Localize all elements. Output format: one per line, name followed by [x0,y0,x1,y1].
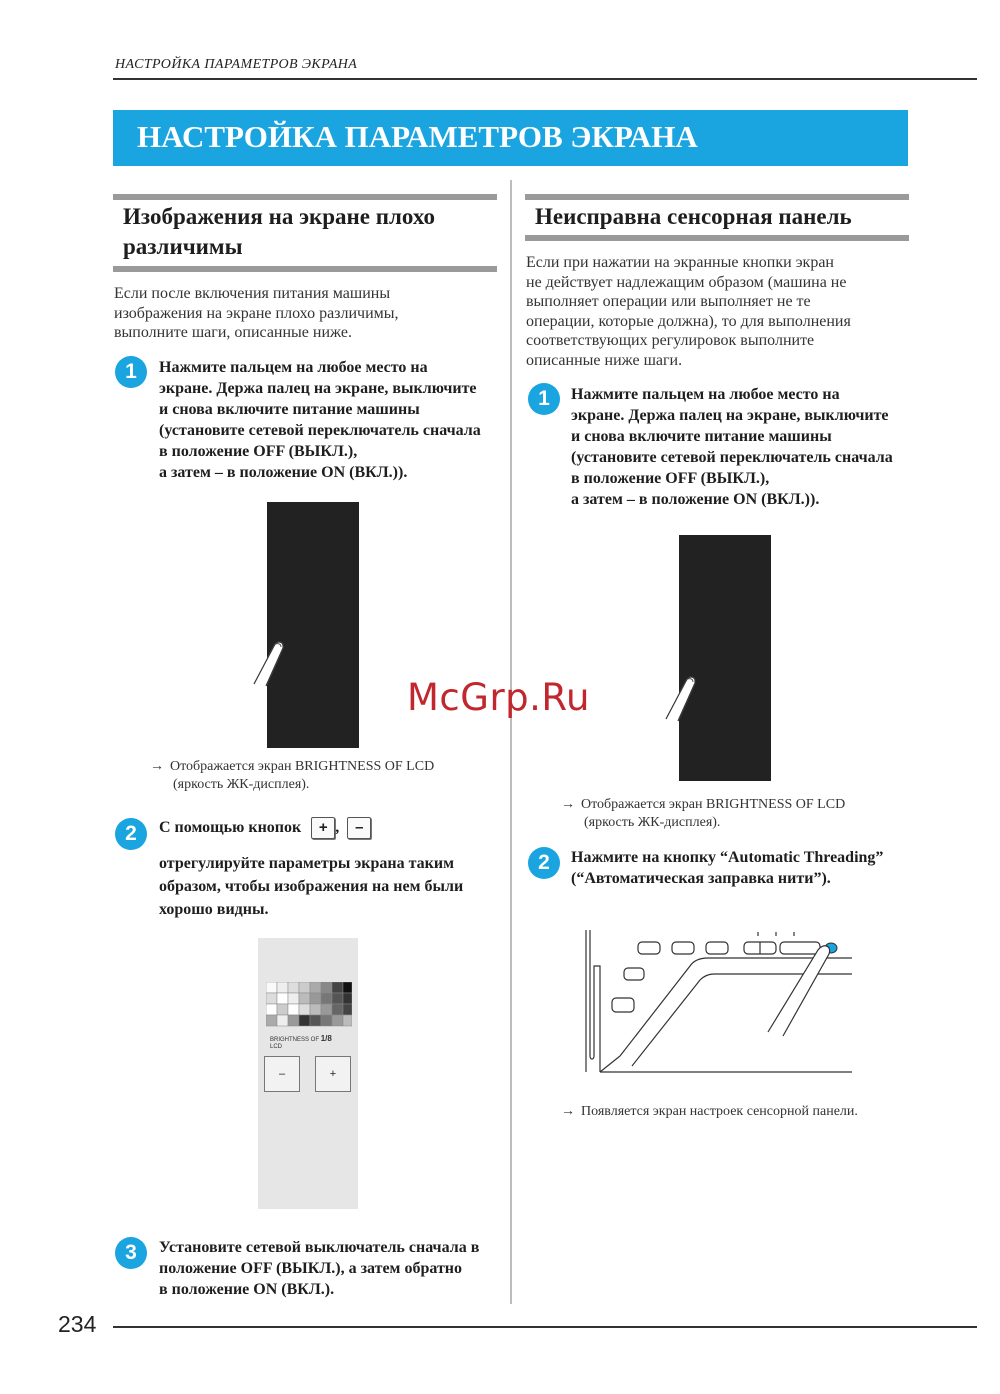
finger-icon [250,632,290,692]
right-step1-text [571,384,911,510]
lcd-label-text: LCD [270,1044,283,1050]
right-result2 [561,1103,906,1121]
header-rule [113,78,977,80]
step-line: в положение OFF (ВЫКЛ.), [571,470,770,487]
lcd-label-text: BRIGHTNESS OF [270,1037,320,1043]
lcd-plus-button[interactable]: + [315,1056,351,1092]
step-line: экране. Держа палец на экране, выключите [571,407,889,424]
step-line: и снова включите питание машины [159,401,420,418]
left-step3-text [159,1237,504,1300]
result-line: (яркость ЖК-дисплея). [584,815,721,830]
arrow-icon: → [561,1104,575,1119]
right-intro [526,253,911,370]
right-result1 [561,796,906,832]
chapter-title: НАСТРОЙКА ПАРАМЕТРОВ ЭКРАНА [137,119,698,154]
step-line: а затем – в положение ON (ВКЛ.)). [159,464,408,481]
step-number-badge: 3 [115,1237,147,1269]
step-line: а затем – в положение ON (ВКЛ.)). [571,491,820,508]
left-step1-text [159,357,499,483]
intro-line: операции, которые должна), то для выполнения [526,312,851,330]
lcd-brightness-value: 1/8 [320,1034,332,1043]
intro-line: описанные ниже шаги. [526,351,683,369]
step-line: (“Автоматическая заправка нити”). [571,870,831,887]
arrow-icon: → [150,759,164,774]
intro-line: соответствующих регулировок выполните [526,332,815,349]
step-line: С помощью кнопок [159,819,302,836]
step-line: Установите сетевой выключатель сначала в [159,1239,480,1256]
brightness-lcd-screen [258,938,358,1209]
step-number-badge: 2 [528,847,560,879]
step-line: Нажмите на кнопку “Automatic Threading” [571,849,884,866]
step-line: отрегулируйте параметры экрана таким [159,855,454,872]
intro-line: Если после включения питания машины [114,285,391,302]
running-header: НАСТРОЙКА ПАРАМЕТРОВ ЭКРАНА [115,57,358,72]
step-number-badge: 1 [528,383,560,415]
lcd-minus-button[interactable]: – [264,1056,300,1092]
left-step2-text [159,817,499,921]
left-result1 [150,758,500,794]
step-line: Нажмите пальцем на любое место на [159,359,428,376]
intro-line: Если при нажатии на экранные кнопки экран [526,254,834,271]
step-line: в положение OFF (ВЫКЛ.), [159,443,358,460]
step-line: (установите сетевой переключатель сначала [159,422,481,439]
intro-line: выполняет операции или выполняет не те [526,293,811,310]
step-line: (установите сетевой переключатель сначала [571,449,893,466]
step-line: Нажмите пальцем на любое место на [571,386,840,403]
section-bar-bottom [525,235,909,241]
step-number-badge: 2 [115,818,147,850]
section-bar-top [113,194,497,200]
section-bar-bottom [113,266,497,272]
step-line: образом, чтобы изображения на нем были [159,878,464,895]
chapter-banner [113,110,908,166]
left-title-line: Изображения на экране плохо [123,204,435,229]
section-bar-top [525,194,909,200]
step-number-badge: 1 [115,356,147,388]
intro-line: выполните шаги, описанные ниже. [114,324,352,341]
comma: , [335,819,340,836]
minus-key-icon: – [347,817,371,839]
lcd-screen-illustration [679,535,771,781]
result-line: (яркость ЖК-дисплея). [173,777,310,792]
arrow-icon: → [561,797,575,812]
step-line: экране. Держа палец на экране, выключите [159,380,477,397]
brightness-grid [266,982,352,1028]
lcd-label [270,1035,332,1051]
column-divider [510,180,512,1304]
left-intro [114,284,494,343]
result-line: Отображается экран BRIGHTNESS OF LCD [581,797,846,812]
plus-key-icon: + [311,817,335,839]
intro-line: изображения на экране плохо различимы, [114,304,399,322]
step-line: и снова включите питание машины [571,428,832,445]
machine-panel-illustration [580,926,852,1076]
result-line: Появляется экран настроек сенсорной панели. [581,1104,858,1119]
right-step2-text [571,847,911,889]
result-line: Отображается экран BRIGHTNESS OF LCD [170,759,435,774]
intro-line: не действует надлежащим образом (машина не [526,273,847,291]
left-section-title [123,202,493,262]
step-line: положение OFF (ВЫКЛ.), а затем обратно [159,1260,463,1277]
page-number: 234 [58,1311,97,1337]
lcd-screen-illustration [267,502,359,748]
finger-icon [662,667,702,727]
watermark: McGrp.Ru [407,676,590,719]
footer-rule [113,1326,977,1328]
step-line: в положение ON (ВКЛ.). [159,1281,335,1298]
right-section-title: Неисправна сенсорная панель [535,204,852,229]
step-line: хорошо видны. [159,901,269,918]
left-title-line: различимы [123,234,243,259]
